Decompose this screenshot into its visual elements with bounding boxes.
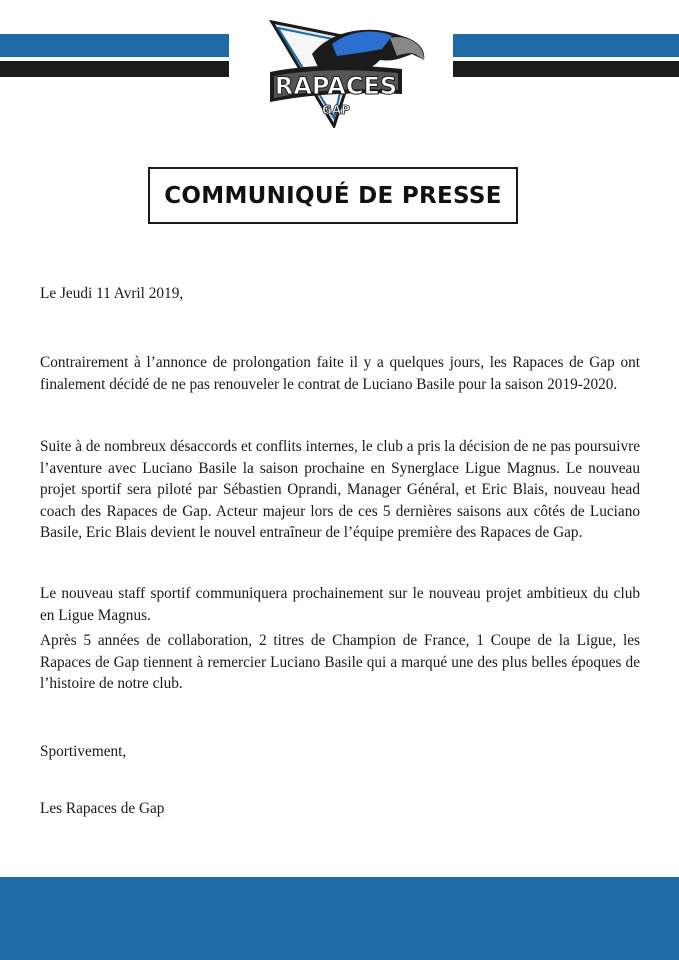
header-stripe-black-right — [453, 61, 679, 77]
signature: Les Rapaces de Gap — [40, 800, 165, 817]
rapaces-logo — [252, 14, 430, 128]
header-stripe-black-left — [0, 61, 229, 77]
date-line: Le Jeudi 11 Avril 2019, — [40, 285, 184, 302]
paragraph-4: Après 5 années de collaboration, 2 titres de Champion de France, 1 Coupe de la Ligue, les Rapaces de Gap tiennent à remercier Luciano Basile qui a marqué une des plus belles époques de l’histoire de notre club. — [40, 632, 640, 692]
press-release-title-box — [148, 167, 518, 224]
paragraph-2: Suite à de nombreux désaccords et conflits internes, le club a pris la décision de ne pas poursuivre l’aventure avec Luciano Basile la saison prochaine en Synerglace Ligue Magnus. Le nouveau projet sportif sera piloté par Sébastien Oprandi, Manager Général, et Eric Blais, nouveau head coach des Rapaces de Gap. Acteur majeur lors de ces 5 dernières saisons aux côtés de Luciano Basile, Eric Blais devient le nouvel entraîneur de l’équipe première des Rapaces de Gap. — [40, 438, 640, 541]
closing: Sportivement, — [40, 743, 127, 760]
svg-text:GAP: GAP — [322, 103, 350, 117]
logo-wordmark: RAPACES — [274, 72, 398, 100]
footer-band — [0, 877, 679, 960]
paragraph-1: Contrairement à l’annonce de prolongation faite il y a quelques jours, les Rapaces de Gap ont finalement décidé de ne pas renouveler le contrat de Luciano Basile pour la saison 2019-2020. — [40, 354, 640, 393]
header-stripe-blue-left — [0, 34, 229, 57]
header-stripe-blue-right — [453, 34, 679, 57]
paragraph-3: Le nouveau staff sportif communiquera prochainement sur le nouveau projet ambitieux du club en Ligue Magnus. — [40, 585, 640, 624]
page-title: COMMUNIQUÉ DE PRESSE — [164, 182, 502, 209]
